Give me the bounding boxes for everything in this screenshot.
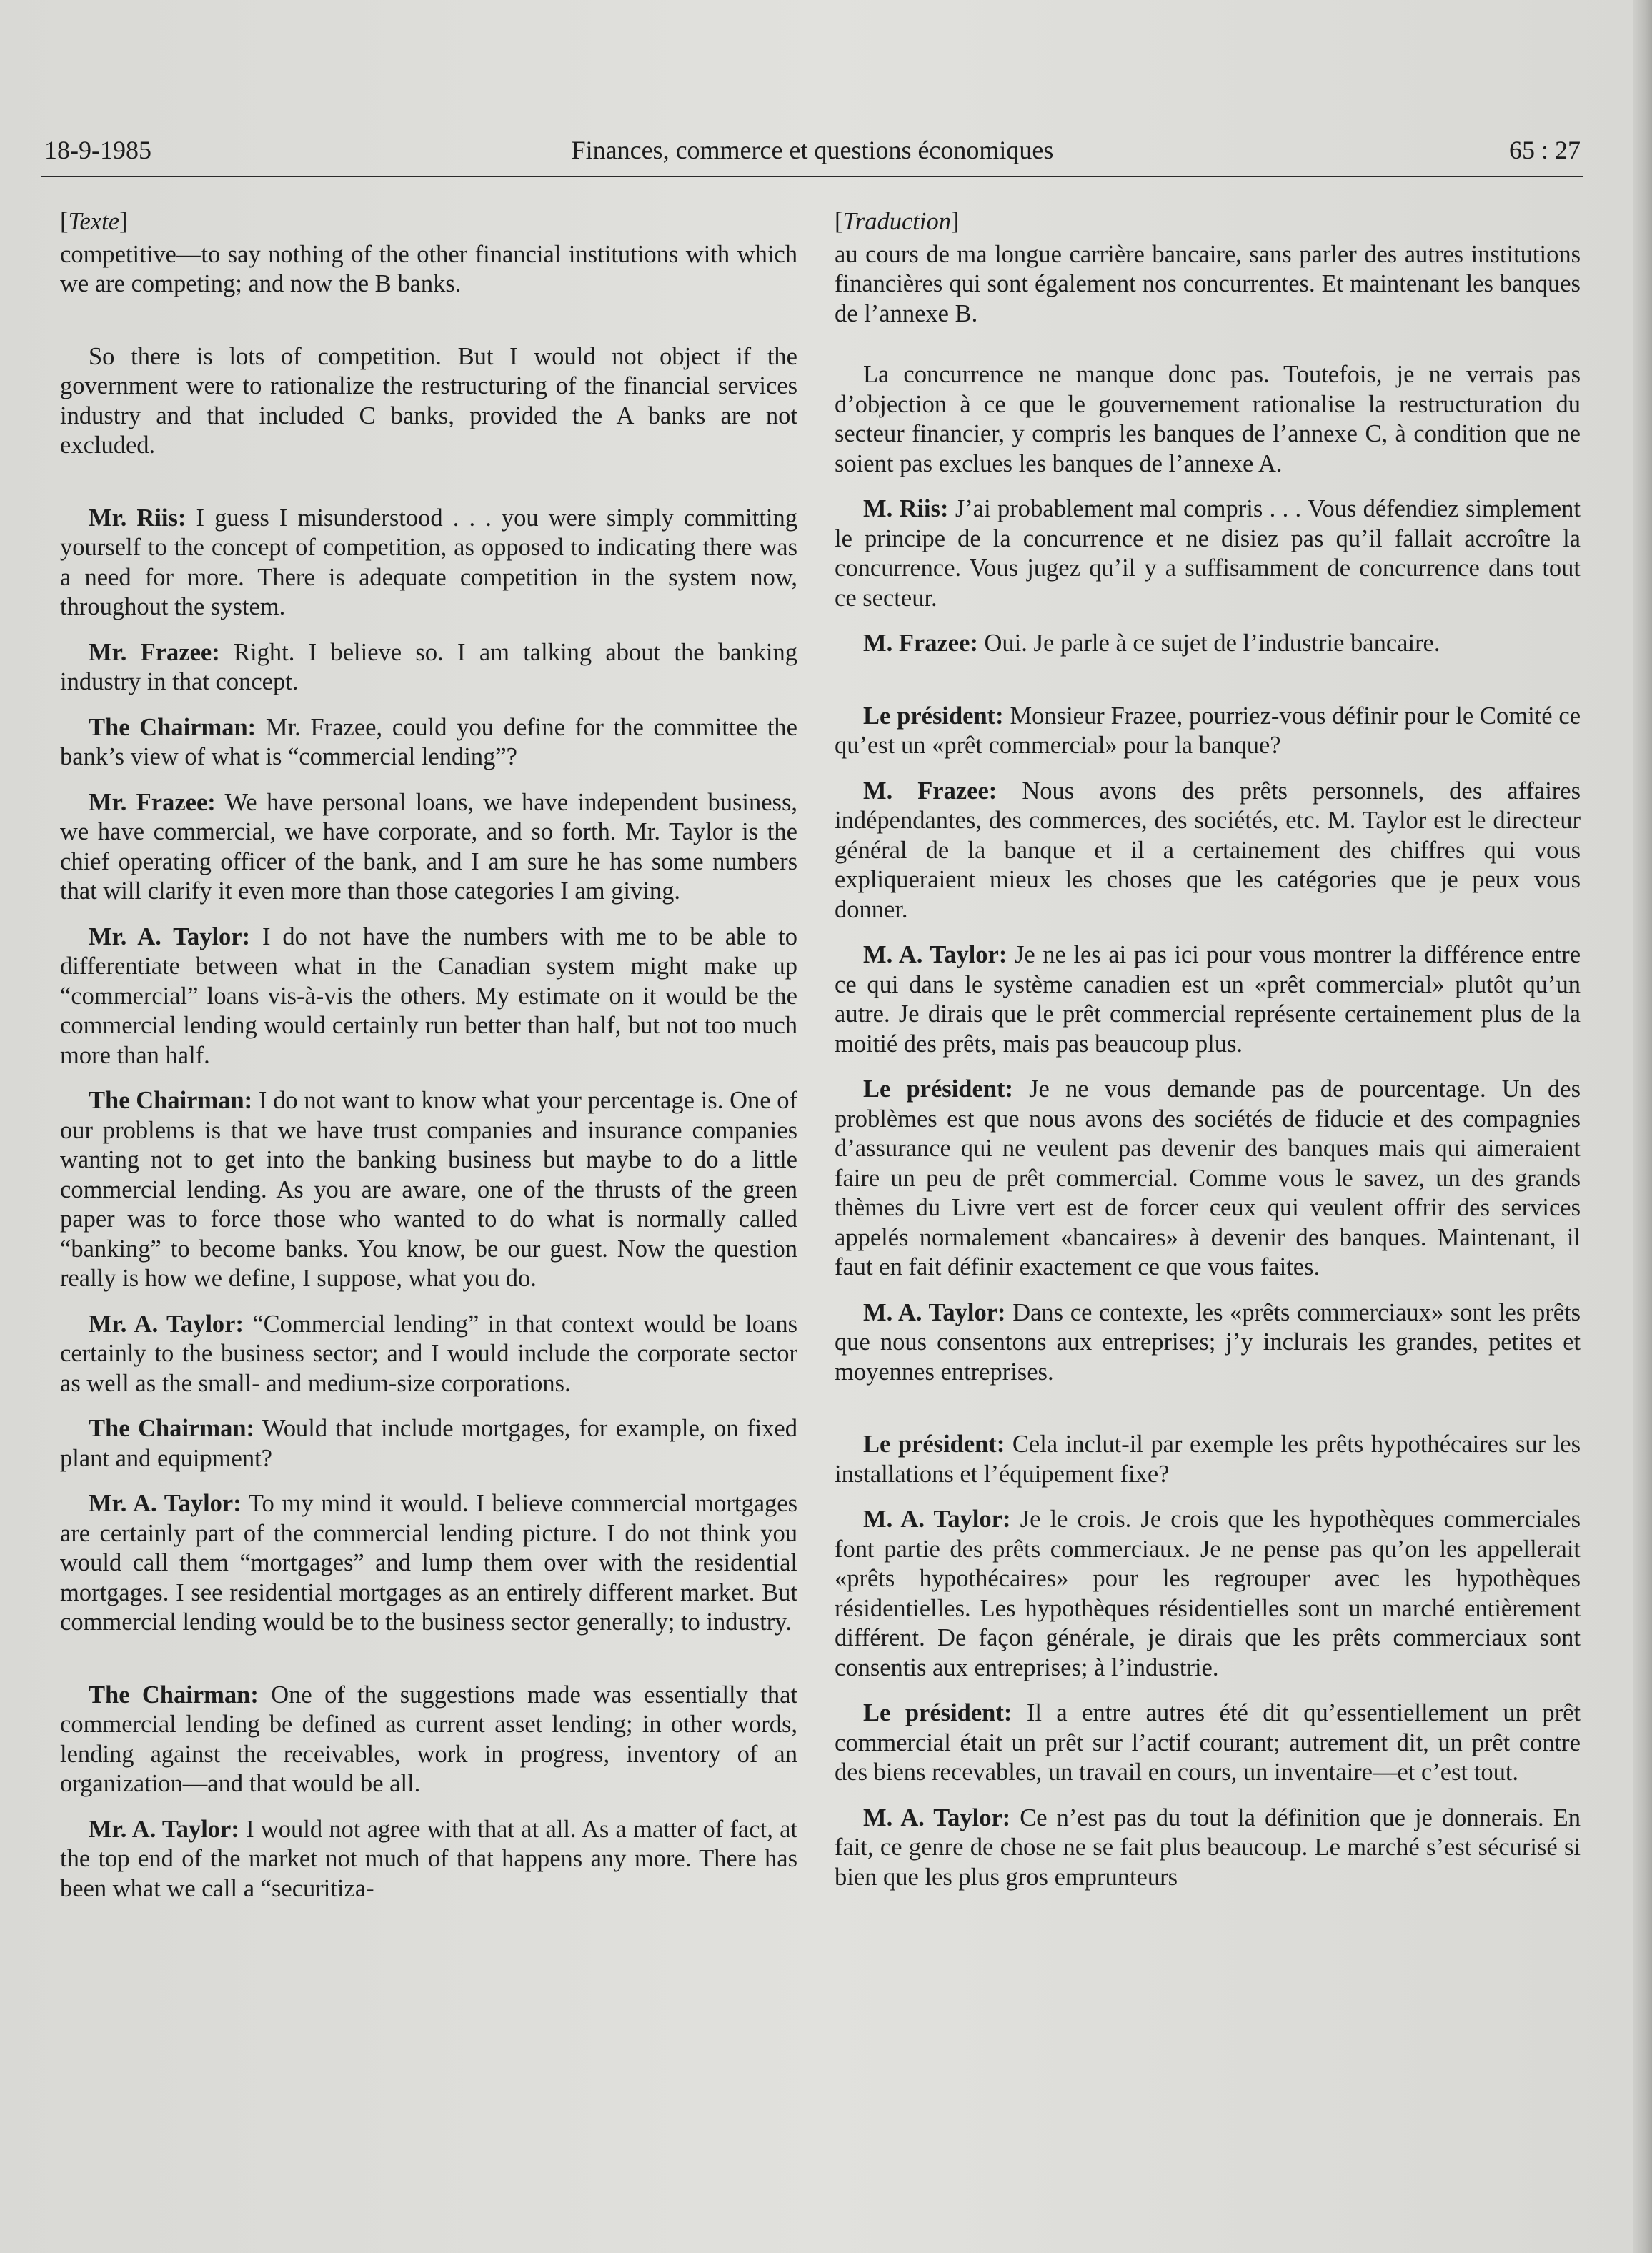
paragraph: Mr. A. Taylor: “Commercial lending” in that context would be loans certainly to the business sector; and I would include the corporate sector as well as the small- and medium-size corporations.	[60, 1310, 797, 1397]
paragraph: Mr. Frazee: We have personal loans, we have independent business, we have commercial, we have corporate, and so forth. Mr. Taylor is the chief operating officer of the bank, and I am sure he has some numbers that will clarify it even more than those categories I am giving.	[60, 788, 797, 905]
paragraph: Mr. Riis: I guess I misunderstood . . . you were simply committing yourself to the concept of competition, as opposed to indicating there was a need for more. There is adequate competition in the system now, throughout the system.	[60, 504, 797, 620]
paragraph: Le président: Il a entre autres été dit qu’essentiellement un prêt commercial était un prêt sur l’actif courant; autrement dit, un prêt contre des biens recevables, un travail en cours, un inventaire—et c’est tout.	[835, 1699, 1581, 1786]
paragraph: M. A. Taylor: Je le crois. Je crois que les hypothèques commerciales font partie des prêts commerciaux. Je ne pense pas qu’on les appellerait «prêts hypothécaires» pour les regrouper avec les hypothèques résidentielles. Les hypothèques résidentielles sont un marché entièrement différent. De façon générale, je dirais que les prêts commerciaux sont consentis aux entreprises; à l’industrie.	[835, 1506, 1581, 1681]
right-column	[835, 207, 1581, 1908]
header-page-number: 65 : 27	[1508, 136, 1581, 164]
paragraph: Mr. A. Taylor: To my mind it would. I believe commercial mortgages are certainly part of the commercial lending picture. I do not think you would call them “mortgages” and lump them over with the residential mortgages. I see residential mortgages as an entirely different market. But commercial lending would be to the business sector generally; to industry.	[60, 1490, 797, 1636]
paragraph: M. A. Taylor: Dans ce contexte, les «prêts commerciaux» sont les prêts que nous consentons aux entreprises; j’y inclurais les grandes, petites et moyennes entreprises.	[835, 1298, 1581, 1386]
paragraph: Le président: Cela inclut-il par exemple les prêts hypothécaires sur les installations et l’équipement fixe?	[835, 1431, 1581, 1488]
paragraph: La concurrence ne manque donc pas. Toutefois, je ne verrais pas d’objection à ce que le gouvernement rationalise la restructuration du secteur financier, y compris les banques de l’annexe C, à condition que ne soient pas exclues les banques de l’annexe A.	[835, 361, 1581, 477]
page-edge-shadow	[1633, 0, 1652, 2253]
paragraph: The Chairman: Would that include mortgages, for example, on fixed plant and equipment?	[60, 1415, 797, 1472]
paragraph: Mr. Frazee: Right. I believe so. I am talking about the banking industry in that concept.	[60, 638, 798, 695]
paragraph: So there is lots of competition. But I would not object if the government were to rationalize the restructuring of the financial services industry and that included C banks, provided the A banks are not excluded.	[60, 342, 797, 459]
paragraph: M. Frazee: Nous avons des prêts personnels, des affaires indépendantes, des commerces, des sociétés, etc. M. Taylor est le directeur général de la banque et il a certainement des chiffres qui vous expliqueraient mieux les choses que les catégories que je peux vous donner.	[835, 777, 1581, 923]
paragraph: M. Frazee: Oui. Je parle à ce sujet de l’industrie bancaire.	[863, 630, 1440, 657]
paragraph: M. A. Taylor: Je ne les ai pas ici pour vous montrer la différence entre ce qui dans le système canadien est un «prêt commercial» plutôt qu’un autre. Je dirais que le prêt commercial représente certainement plus de la moitié des prêts, mais pas beaucoup plus.	[835, 941, 1581, 1058]
paragraph: Mr. A. Taylor: I do not have the numbers with me to be able to differentiate between what in the Canadian system might make up “commercial” loans vis-à-vis the others. My estimate on it would be the commercial lending would certainly run better than half, but not too much more than half.	[60, 922, 798, 1069]
paragraph: The Chairman: I do not want to know what your percentage is. One of our problems is that we have trust companies and insurance companies wanting not to get into the banking business but maybe to do a little commercial lending. As you are aware, one of the thrusts of the green paper was to force those who wanted to do what is normally called “banking” to become banks. You know, be our guest. Now the question really is how we define, I suppose, what you do.	[60, 1087, 798, 1292]
left-column	[60, 207, 797, 1919]
right-column-tag: [Traduction]	[835, 208, 960, 235]
paragraph: Le président: Je ne vous demande pas de pourcentage. Un des problèmes est que nous avons des sociétés de fiducie et des compagnies d’assurance qui ne veulent pas devenir des banques mais qui aimeraient faire un peu de prêt commercial. Comme vous le savez, un des grands thèmes du Livre vert est de forcer ceux qui veulent offrir des services appelés normalement «bancaires» à devenir des banques. Maintenant, il faut en fait définir exactement ce que vous faites.	[835, 1075, 1581, 1280]
paragraph: Mr. A. Taylor: I would not agree with that at all. As a matter of fact, at the top end of the market not much of that happens any more. There has been what we call a “securitiza-	[60, 1815, 797, 1902]
paragraph: M. A. Taylor: Ce n’est pas du tout la définition que je donnerais. En fait, ce genre de chose ne se fait plus beaucoup. Le marché s’est sécurisé si bien que les plus gros emprunteurs	[835, 1804, 1581, 1891]
left-column-tag: [Texte]	[60, 208, 128, 235]
page-header	[44, 136, 1581, 176]
paragraph: Le président: Monsieur Frazee, pourriez-vous définir pour le Comité ce qu’est un «prêt commercial» pour la banque?	[835, 702, 1581, 759]
header-date: 18-9-1985	[44, 136, 151, 164]
header-rule	[41, 176, 1583, 177]
paragraph: au cours de ma longue carrière bancaire, sans parler des autres institutions financières qui sont également nos concurrentes. Et maintenant les banques de l’annexe B.	[835, 240, 1581, 327]
paragraph: The Chairman: Mr. Frazee, could you define for the committee the bank’s view of what is “commercial lending”?	[60, 713, 797, 770]
header-title: Finances, commerce et questions économiques	[571, 136, 1054, 164]
paragraph: The Chairman: One of the suggestions made was essentially that commercial lending be defined as current asset lending; in other words, lending against the receivables, work in progress, inventory of an organization—and that would be all.	[60, 1681, 797, 1797]
paragraph: M. Riis: J’ai probablement mal compris . . . Vous défendiez simplement le principe de la concurrence et ne disiez pas qu’il fallait accroître la concurrence. Vous jugez qu’il y a suffisamment de concurrence dans tout ce secteur.	[835, 495, 1581, 612]
paragraph: competitive—to say nothing of the other financial institutions with which we are competing; and now the B banks.	[60, 240, 797, 297]
